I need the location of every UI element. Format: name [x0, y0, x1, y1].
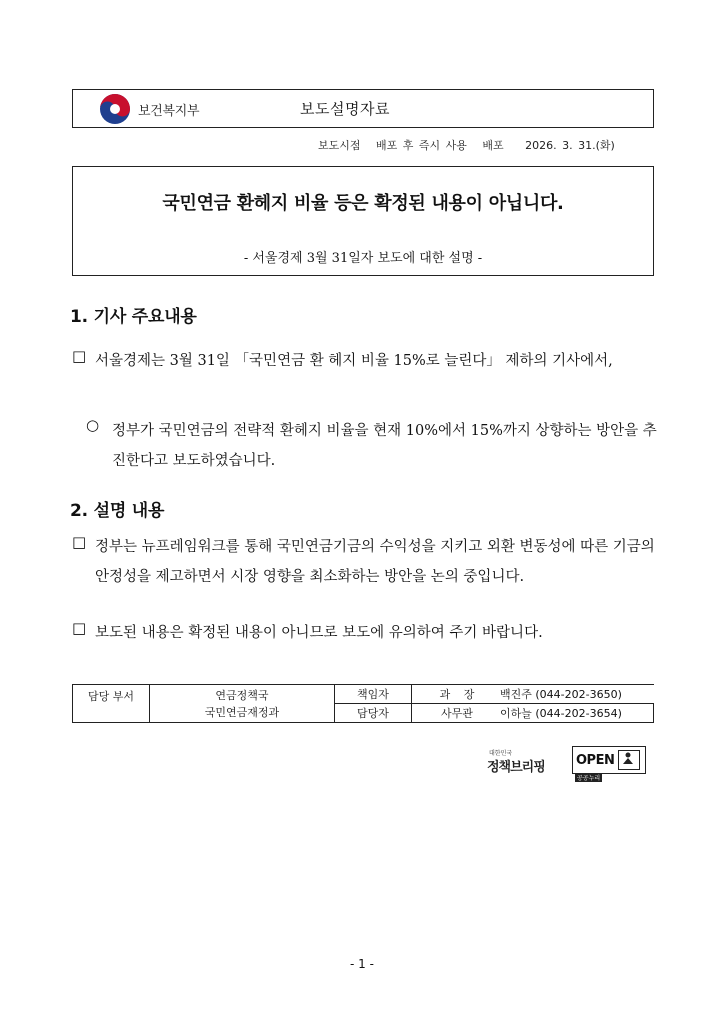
contact-person: 사무관 이하늘 (044-202-3654): [412, 704, 654, 723]
role-label: 책임자: [335, 685, 412, 704]
ministry-logo-icon: [99, 93, 131, 125]
explanation-paragraph: 정부는 뉴프레임워크를 통해 국민연금기금의 수익성을 지키고 외환 변동성에 따른 기금의 안정성을 제고하면서 시장 영향을 최소화하는 방안을 논의 중입니다.: [95, 539, 655, 585]
article-detail-paragraph: 정부가 국민연금의 전략적 환헤지 비율을 현재 10%에서 15%까지 상향하는 방안을 추진한다고 보도하였습니다.: [112, 423, 657, 469]
division-name: 국민연금재정과: [204, 705, 280, 719]
square-bullet-icon: □: [72, 533, 87, 551]
open-license-icon: [618, 750, 640, 770]
section-heading-explanation: 2. 설명 내용: [70, 501, 165, 521]
briefing-main-text: 정책브리핑: [487, 760, 545, 775]
table-row: [73, 685, 654, 704]
release-timing: 배포 후 즉시 사용: [376, 139, 467, 152]
open-license-logo: [572, 746, 646, 782]
document-type: 보도설명자료: [300, 100, 390, 118]
page-subtitle: - 서울경제 3월 31일자 보도에 대한 설명 -: [243, 251, 483, 266]
open-text: OPEN: [576, 752, 615, 768]
open-caption: 공공누리: [577, 775, 601, 782]
release-info: [318, 137, 615, 153]
agency-name: 보건복지부: [138, 104, 200, 119]
page-title: 국민연금 환헤지 비율 등은 확정된 내용이 아닙니다.: [162, 193, 564, 214]
contact-table: [72, 684, 654, 723]
role-label: 담당자: [335, 704, 412, 723]
bureau-name: 연금정책국: [215, 688, 269, 702]
policy-briefing-logo: [487, 748, 571, 776]
briefing-small-text: 대한민국: [489, 750, 513, 757]
dept-label: 담당 부서: [73, 685, 150, 723]
circle-bullet-icon: ○: [86, 416, 100, 434]
page-number: - 1 -: [350, 957, 374, 971]
distribution-label: 배포: [482, 139, 504, 152]
contact-person: 과 장 백진주 (044-202-3650): [412, 685, 654, 704]
release-label: 보도시점: [318, 139, 361, 152]
section-heading-article-summary: 1. 기사 주요내용: [70, 307, 197, 327]
square-bullet-icon: □: [72, 347, 87, 365]
notice-paragraph: 보도된 내용은 확정된 내용이 아니므로 보도에 유의하여 주기 바랍니다.: [95, 625, 543, 641]
release-date: 2026. 3. 31.(화): [525, 139, 615, 152]
square-bullet-icon: □: [72, 619, 87, 637]
article-summary-paragraph: 서울경제는 3월 31일 「국민연금 환 헤지 비율 15%로 늘린다」 제하의 기사에서,: [95, 353, 613, 369]
dept-names: [150, 685, 335, 723]
